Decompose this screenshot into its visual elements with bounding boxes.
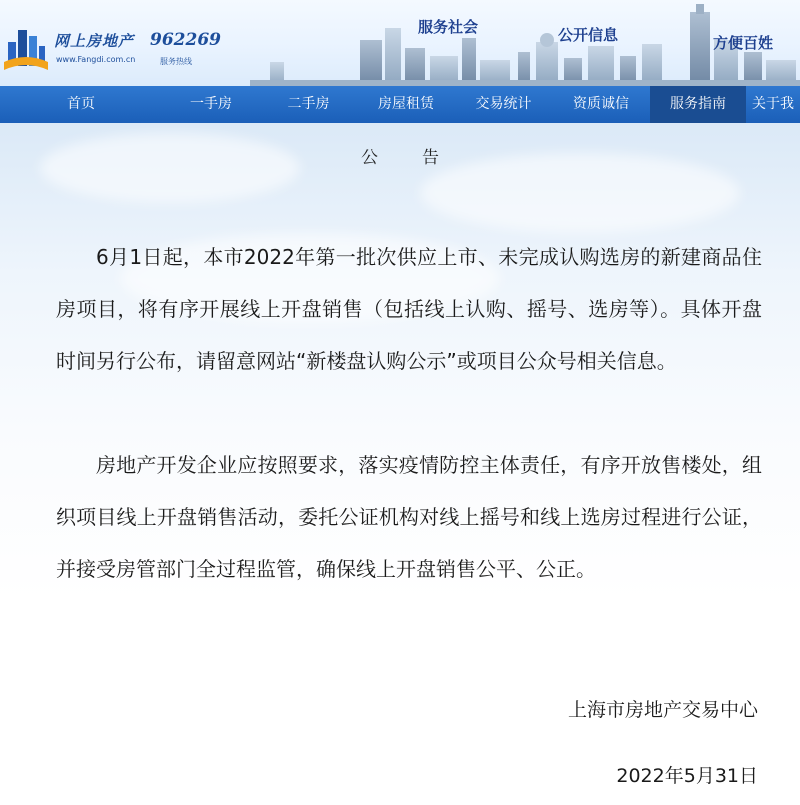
nav-item-home[interactable]: 首页 <box>67 96 95 112</box>
hotline-number: 962269 <box>150 30 221 50</box>
notice-paragraph-1: 6月1日起，本市2022年第一批次供应上市、未完成认购选房的新建商品住房项目，将有序开展线上开盘销售（包括线上认购、摇号、选房等）。具体开盘时间另行公布，请留意网站“新楼盘认购公示”或项目公众号相关信息。 <box>56 245 762 373</box>
notice-signature: 上海市房地产交易中心 <box>567 699 758 721</box>
site-logo-url: www.Fangdi.com.cn <box>56 55 136 64</box>
nav-item-new-homes[interactable]: 一手房 <box>190 96 232 112</box>
slogan-serve-society: 服务社会 <box>418 18 479 36</box>
notice-paragraph-2: 房地产开发企业应按照要求，落实疫情防控主体责任，有序开放售楼处，组织项目线上开盘销售活动，委托公证机构对线上摇号和线上选房过程进行公证，并接受房管部门全过程监管，确保线上开盘销售公平、公正。 <box>56 453 762 581</box>
primary-navigation <box>0 86 800 123</box>
nav-item-credentials[interactable]: 资质诚信 <box>573 96 629 112</box>
notice-content-area <box>0 123 800 805</box>
notice-date: 2022年5月31日 <box>616 765 758 787</box>
city-buildings-logo-icon[interactable] <box>4 22 48 72</box>
nav-item-about-us[interactable]: 关于我 <box>752 96 794 112</box>
hotline-label: 服务热线 <box>160 57 192 66</box>
nav-item-resale-homes[interactable]: 二手房 <box>287 96 330 112</box>
slogan-open-information: 公开信息 <box>558 26 619 44</box>
site-logo-text[interactable]: 网上房地产 <box>54 32 135 50</box>
nav-item-service-guide[interactable]: 服务指南 <box>650 86 746 123</box>
notice-title: 公告 <box>361 148 483 168</box>
slogan-convenience: 方便百姓 <box>713 34 774 52</box>
nav-item-rental[interactable]: 房屋租赁 <box>378 96 434 112</box>
site-header <box>0 0 800 86</box>
nav-item-statistics[interactable]: 交易统计 <box>475 96 532 112</box>
